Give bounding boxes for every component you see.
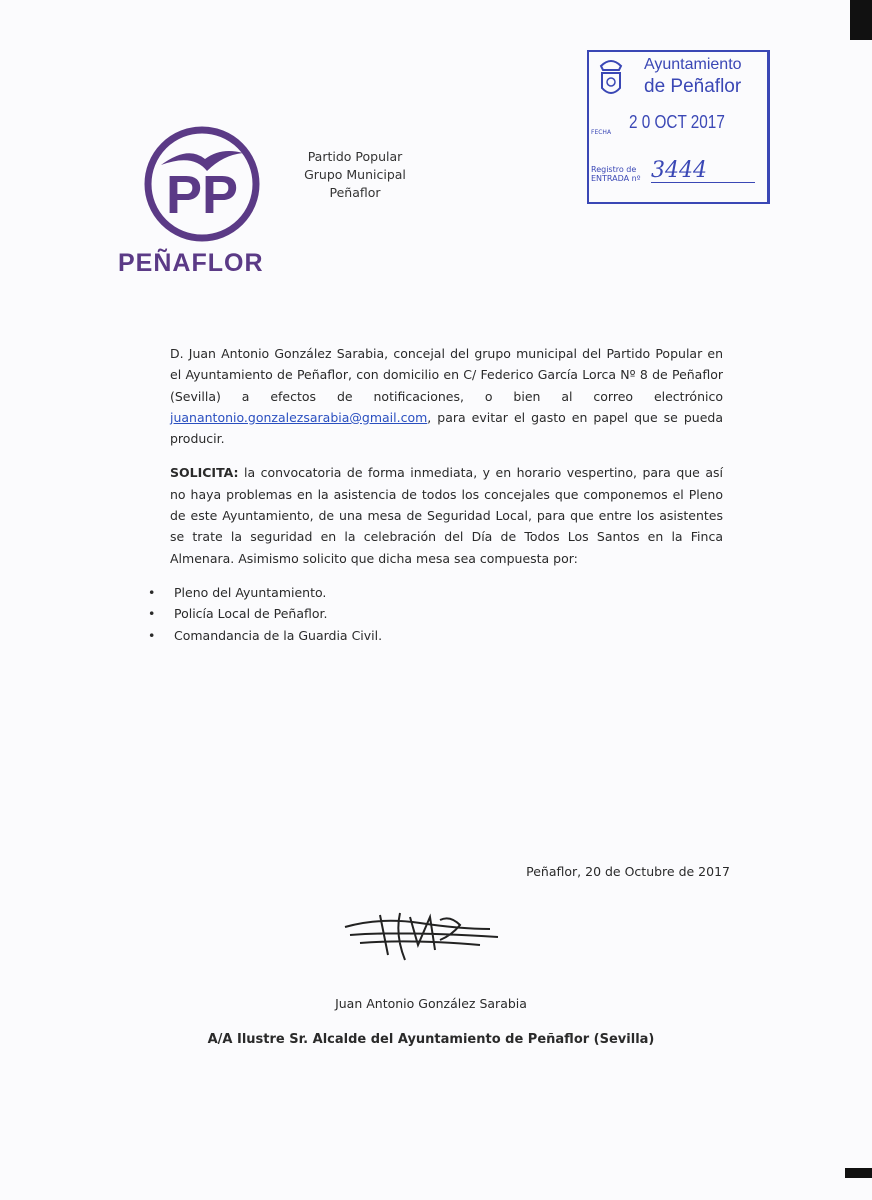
stamp-subtitle: de Peñaflor [644,76,742,97]
intro-text-end: , para evitar el gasto en papel que se pueda producir. [170,409,723,447]
letter-body [148,343,723,646]
coat-of-arms-icon [597,56,625,100]
party-header [290,148,420,202]
stamp-registry-number: 3444 [651,160,755,183]
signature [340,905,505,965]
town-name: Peñaflor [329,185,381,200]
group-name: Grupo Municipal [304,167,406,182]
stamp-date-label: FECHA [591,129,612,136]
addressee: A/A Ilustre Sr. Alcalde del Ayuntamiento de Peñaflor (Sevilla) [207,1032,655,1047]
party-name: Partido Popular [307,149,403,164]
bullet-icon: • [148,584,156,600]
scan-edge [845,1168,872,1178]
email-link[interactable]: juanantonio.gonzalezsarabia@gmail.com [170,409,428,425]
intro-paragraph [170,343,723,449]
scan-edge [850,0,872,40]
stamp-date: 2 0 OCT 2017 [629,112,725,132]
list-item [148,603,723,625]
registry-stamp [587,50,770,204]
bullet-icon: • [148,606,156,622]
request-text: la convocatoria de forma inmediata, y en horario vespertino, para que así no haya problemas en la asistencia de todos los concejales que componemos el Pleno de este Ayuntamiento, de una mesa de Seguridad Local, para que entre los asistentes se trate la seguridad en la celebración del Día de Todos Los Santos en la Finca Almenara. Asimismo solicito que dicha mesa sea compuesta por: [170,465,723,566]
request-label: SOLICITA: [170,465,239,481]
bullet-icon: • [148,627,156,643]
stamp-registry-label [591,165,641,183]
list-item-text: Pleno del Ayuntamiento. [174,584,327,600]
registry-label-1: Registro de [591,165,637,174]
signer-name: Juan Antonio González Sarabia [335,996,527,1011]
members-list [148,582,723,647]
logo-name: PEÑAFLOR [118,249,264,277]
list-item-text: Comandancia de la Guardia Civil. [174,627,383,643]
svg-text:PP: PP [165,165,239,225]
list-item [148,625,723,647]
request-paragraph [170,462,723,568]
intro-text: D. Juan Antonio González Sarabia, concejal del grupo municipal del Partido Popular en el Ayuntamiento de Peñaflor, con domicilio en C/ Federico García Lorca Nº 8 de Peñaflor (Sevilla) a efectos de notificaciones, o bien al correo electrónico [170,346,723,404]
place-date: Peñaflor, 20 de Octubre de 2017 [526,864,730,879]
stamp-title: Ayuntamiento [644,56,742,73]
list-item-text: Policía Local de Peñaflor. [174,606,328,622]
list-item [148,582,723,604]
registry-label-2: ENTRADA nº [591,174,641,183]
pp-logo [118,125,280,278]
pp-logo-icon [143,125,261,243]
